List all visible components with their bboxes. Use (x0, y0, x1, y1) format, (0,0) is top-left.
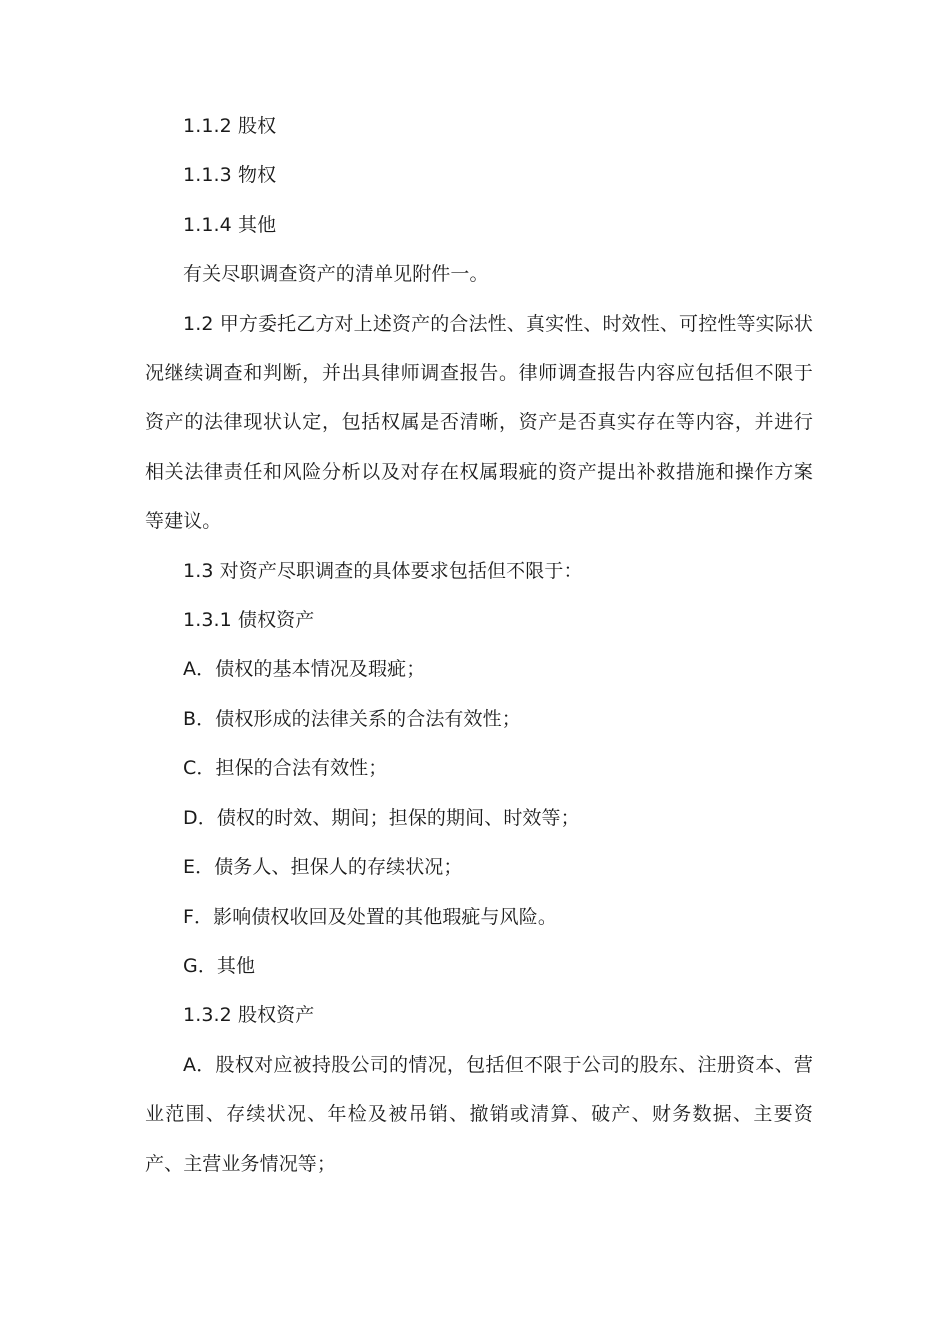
asset-list-note: 有关尽职调查资产的清单见附件一。 (183, 263, 489, 286)
document-body (145, 102, 813, 1189)
list-item-c: C．担保的合法有效性； (183, 757, 388, 780)
list-item-a: A．债权的基本情况及瑕疵； (183, 658, 426, 681)
section-1-2: 1.2 甲方委托乙方对上述资产的合法性、真实性、时效性、可控性等实际状况继续调查和判断，并出具律师调查报告。律师调查报告内容应包括但不限于资产的法律现状认定，包括权属是否清晰，资产是否真实存在等内容，并进行相关法律责任和风险分析以及对存在权属瑕疵的资产提出补救措施和操作方案等建议。 (145, 312, 813, 533)
list-item-b: B．债权形成的法律关系的合法有效性； (183, 707, 521, 730)
section-1-3: 1.3 对资产尽职调查的具体要求包括但不限于： (183, 559, 583, 582)
list-item-e: E．债务人、担保人的存续状况； (183, 856, 463, 879)
equity-item-a: A．股权对应被持股公司的情况，包括但不限于公司的股东、注册资本、营业范围、存续状况、年检及被吊销、撤销或清算、破产、财务数据、主要资产、主营业务情况等； (145, 1053, 813, 1175)
section-1-3-2: 1.3.2 股权资产 (183, 1004, 315, 1027)
section-1-1-2: 1.1.2 股权 (183, 115, 277, 137)
section-1-1-3: 1.1.3 物权 (183, 164, 277, 187)
list-item-g: G．其他 (183, 954, 256, 977)
section-1-1-4: 1.1.4 其他 (183, 213, 277, 236)
section-1-3-1: 1.3.1 债权资产 (183, 609, 315, 632)
list-item-f: F．影响债权收回及处置的其他瑕疵与风险。 (183, 905, 557, 928)
list-item-d: D．债权的时效、期间；担保的期间、时效等； (183, 806, 580, 829)
